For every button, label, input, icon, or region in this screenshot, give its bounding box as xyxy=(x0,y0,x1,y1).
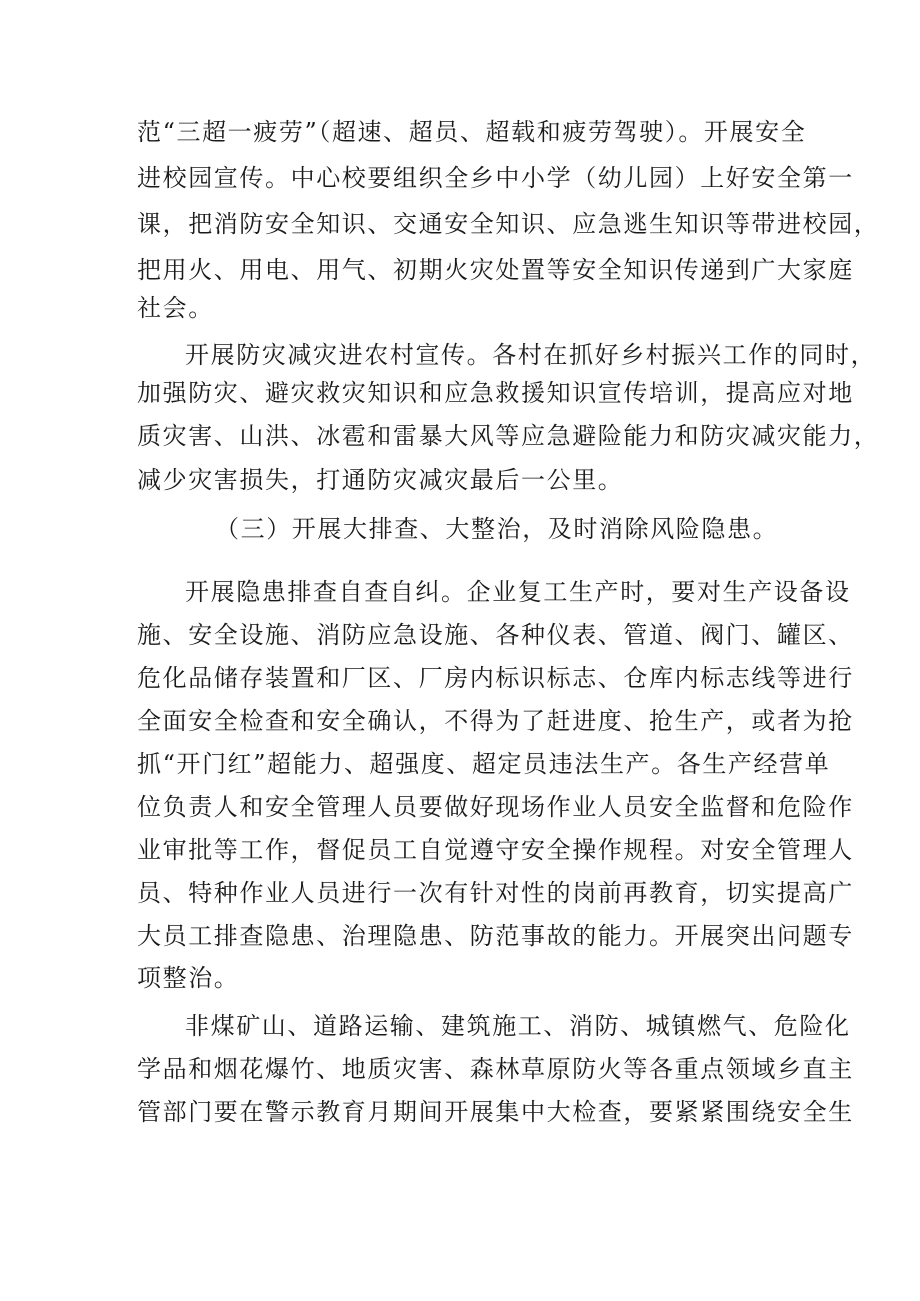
text-line: 社会。 xyxy=(137,294,214,322)
text-line: 减少灾害损失，打通防灾减灾最后一公里。 xyxy=(137,466,624,494)
text-line: 员、特种作业人员进行一次有针对性的岗前再教育，切实提高广 xyxy=(137,879,854,907)
text-line: 危化品储存装置和厂区、厂房内标识标志、仓库内标志线等进行 xyxy=(137,664,854,692)
text-line: 管部门要在警示教育月期间开展集中大检查，要紧紧围绕安全生 xyxy=(137,1098,854,1126)
text-line: 大员工排查隐患、治理隐患、防范事故的能力。开展突出问题专 xyxy=(137,922,854,950)
text-line: 抓“开门红”超能力、超强度、超定员违法生产。各生产经营单 xyxy=(137,750,831,778)
text-line: 项整治。 xyxy=(137,964,240,992)
text-line: 业审批等工作，督促员工自觉遵守安全操作规程。对安全管理人 xyxy=(137,836,854,864)
text-line: 开展防灾减灾进农村宣传。各村在抓好乡村振兴工作的同时， xyxy=(185,341,877,369)
text-line: 施、安全设施、消防应急设施、各种仪表、管道、阀门、罐区、 xyxy=(137,621,854,649)
text-line: 范“三超一疲劳”（超速、超员、超载和疲劳驾驶）。开展安全 xyxy=(137,118,807,146)
text-line: 非煤矿山、道路运输、建筑施工、消防、城镇燃气、危险化 xyxy=(185,1012,851,1040)
text-line: 开展隐患排查自查自纠。企业复工生产时，要对生产设备设 xyxy=(185,578,851,606)
text-line: 进校园宣传。中心校要组织全乡中小学（幼儿园）上好安全第一 xyxy=(137,164,854,192)
text-line: 把用火、用电、用气、初期火灾处置等安全知识传递到广大家庭 xyxy=(137,256,854,284)
text-line: 全面安全检查和安全确认，不得为了赶进度、抢生产，或者为抢 xyxy=(137,707,854,735)
text-line: 质灾害、山洪、冰雹和雷暴大风等应急避险能力和防灾减灾能力， xyxy=(137,422,880,450)
text-line: 位负责人和安全管理人员要做好现场作业人员安全监督和危险作 xyxy=(137,793,854,821)
text-line: 课，把消防安全知识、交通安全知识、应急逃生知识等带进校园， xyxy=(137,210,880,238)
text-line: 加强防灾、避灾救灾知识和应急救援知识宣传培训，提高应对地 xyxy=(137,379,854,407)
section-heading: （三）开展大排查、大整治，及时消除风险隐患。 xyxy=(215,515,779,543)
text-line: 学品和烟花爆竹、地质灾害、森林草原防火等各重点领域乡直主 xyxy=(137,1055,854,1083)
